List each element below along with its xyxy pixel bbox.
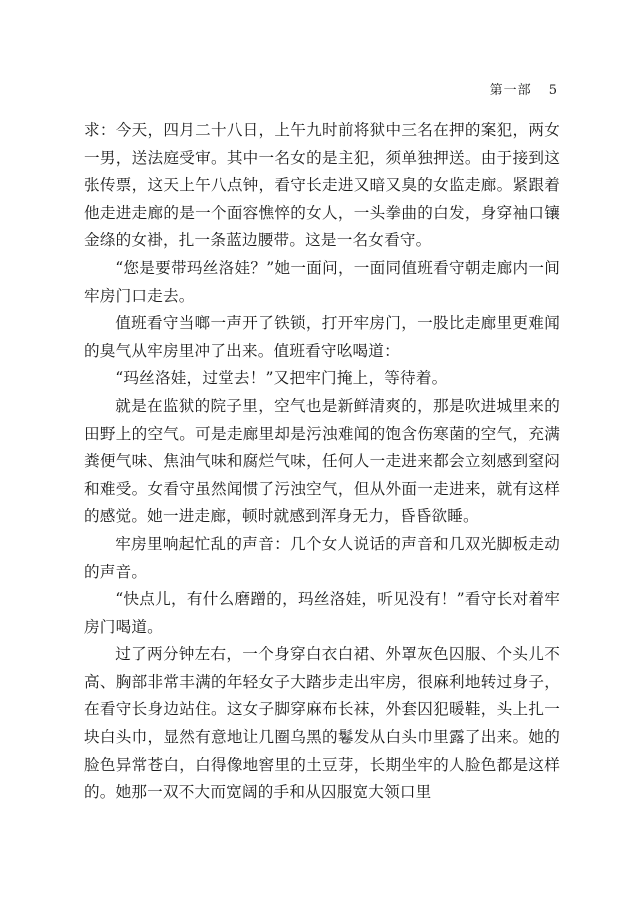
body-text (84, 117, 560, 807)
paragraph: “快点儿，有什么磨蹭的，玛丝洛娃，听见没有！”看守长对着牢房门喝道。 (84, 590, 560, 636)
paragraph: “您是要带玛丝洛娃？”她一面问，一面同值班看守朝走廊内一间牢房门口走去。 (84, 258, 560, 305)
page-number: 5 (548, 83, 558, 98)
running-header (490, 79, 558, 98)
paragraph: 值班看守当啷一声开了铁锁，打开牢房门，一股比走廊里更难闻的臭气从牢房里冲了出来。值班看守吆喝道： (84, 314, 560, 360)
paragraph: 牢房里响起忙乱的声音：几个女人说话的声音和几双光脚板走动的声音。 (84, 534, 560, 581)
paragraph: 求：今天，四月二十八日，上午九时前将狱中三名在押的案犯，两女一男，送法庭受审。其中一名女的是主犯，须单独押送。由于接到这张传票，这天上午八点钟，看守长走进又暗又臭的女监走廊。紧跟着他走进走廊的是一个面容憔悴的女人，一头拳曲的白发，身穿袖口镶金绦的女褂，扎一条蓝边腰带。这是一名女看守。 (84, 121, 560, 250)
paragraph: 过了两分钟左右，一个身穿白衣白裙、外罩灰色囚服、个头儿不高、胸部非常丰满的年轻女子大踏步走出牢房，很麻利地转过身子，在看守长身边站住。这女子脚穿麻布长袜，外套囚犯暖鞋，头上扎一块白头巾，显然有意地让几圈乌黑的鬈发从白头巾里露了出来。她的脸色异常苍白，白得像地窖里的土豆芽，长期坐牢的人脸色都是这样的。她那一双不大而宽阔的手和从囚服宽大领口里 (84, 645, 560, 802)
paragraph: 就是在监狱的院子里，空气也是新鲜清爽的，那是吹进城里来的田野上的空气。可是走廊里却是污浊难闻的饱含伤寒菌的空气，充满粪便气味、焦油气味和腐烂气味，任何人一走进来都会立刻感到窒闷和难受。女看守虽然闻惯了污浊空气，但从外面一走进来，就有这样的感觉。她一进走廊，顿时就感到浑身无力，昏昏欲睡。 (84, 396, 560, 526)
paragraph: “玛丝洛娃，过堂去！”又把牢门掩上，等待着。 (115, 369, 448, 388)
section-title: 第一部 (489, 83, 532, 98)
